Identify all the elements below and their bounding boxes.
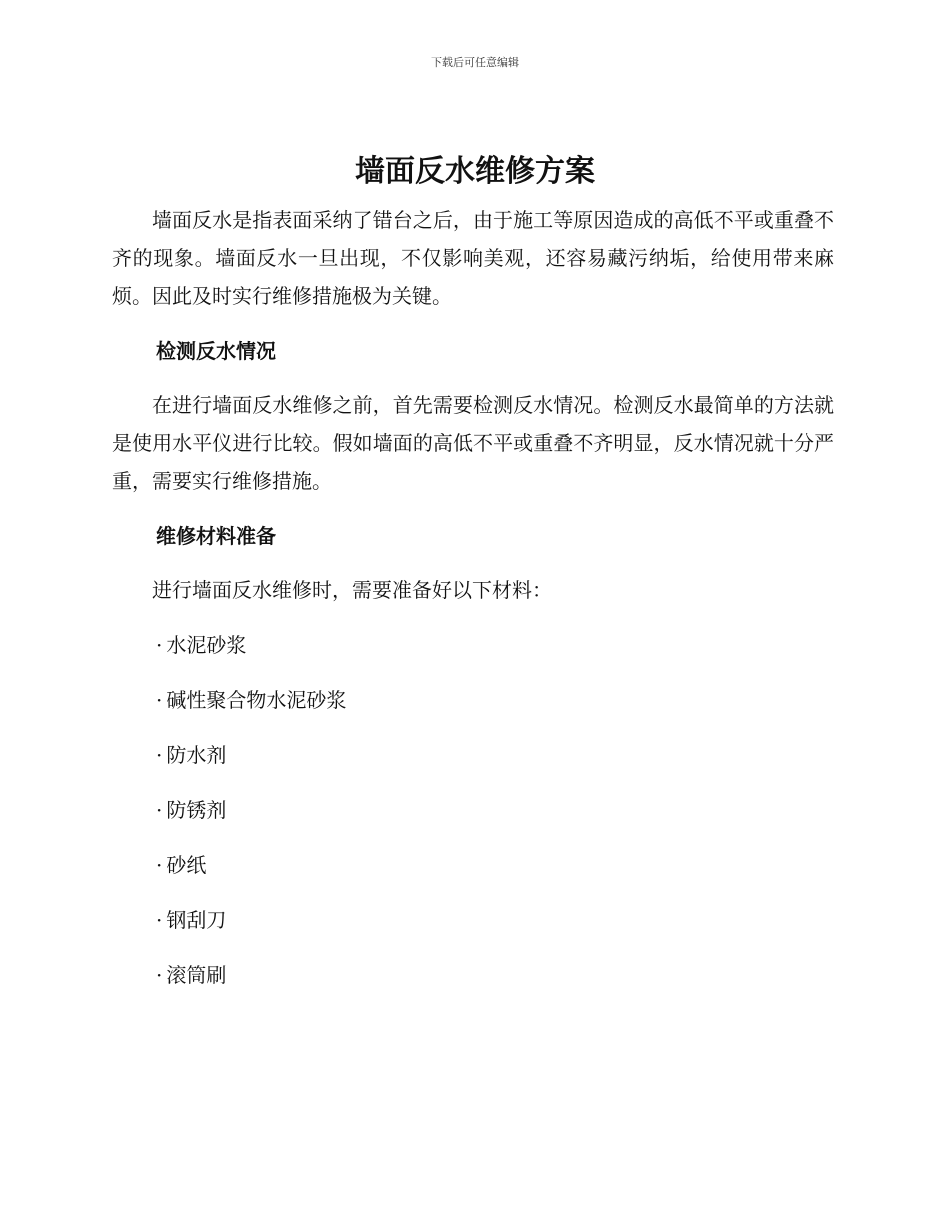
- list-item: [112, 791, 834, 829]
- intro-paragraph: 墙面反水是指表面采纳了错台之后，由于施工等原因造成的高低不平或重叠不齐的现象。墙面反水一旦出现，不仅影响美观，还容易藏污纳垢，给使用带来麻烦。因此及时实行维修措施极为关键。: [112, 208, 834, 308]
- materials-list: [112, 626, 834, 994]
- list-item-text: 防水剂: [166, 743, 227, 767]
- section-heading-detection: 检测反水情况: [156, 339, 276, 363]
- list-item: [112, 626, 834, 664]
- section-heading-materials: 维修材料准备: [156, 524, 276, 548]
- bullet-glyph: ·: [156, 633, 163, 657]
- list-item-text: 砂纸: [166, 853, 207, 877]
- detection-paragraph: 在进行墙面反水维修之前，首先需要检测反水情况。检测反水最简单的方法就是使用水平仪进行比较。假如墙面的高低不平或重叠不齐明显，反水情况就十分严重，需要实行维修措施。: [112, 393, 834, 493]
- page-header: 下载后可任意编辑: [431, 56, 519, 69]
- list-item: [112, 681, 834, 719]
- list-item-text: 水泥砂浆: [166, 633, 247, 657]
- bullet-glyph: ·: [156, 908, 163, 932]
- list-item-text: 防锈剂: [166, 798, 227, 822]
- list-item-text: 滚筒刷: [166, 963, 227, 987]
- list-item-text: 碱性聚合物水泥砂浆: [166, 688, 347, 712]
- bullet-glyph: ·: [156, 688, 163, 712]
- document-title: 墙面反水维修方案: [355, 154, 595, 189]
- list-item: [112, 736, 834, 774]
- bullet-glyph: ·: [156, 853, 163, 877]
- list-item-text: 钢刮刀: [166, 908, 227, 932]
- materials-intro-paragraph: 进行墙面反水维修时，需要准备好以下材料：: [152, 578, 552, 602]
- list-item: [112, 846, 834, 884]
- list-item: [112, 901, 834, 939]
- bullet-glyph: ·: [156, 798, 163, 822]
- list-item: [112, 956, 834, 994]
- bullet-glyph: ·: [156, 743, 163, 767]
- document-body: [112, 201, 834, 1011]
- bullet-glyph: ·: [156, 963, 163, 987]
